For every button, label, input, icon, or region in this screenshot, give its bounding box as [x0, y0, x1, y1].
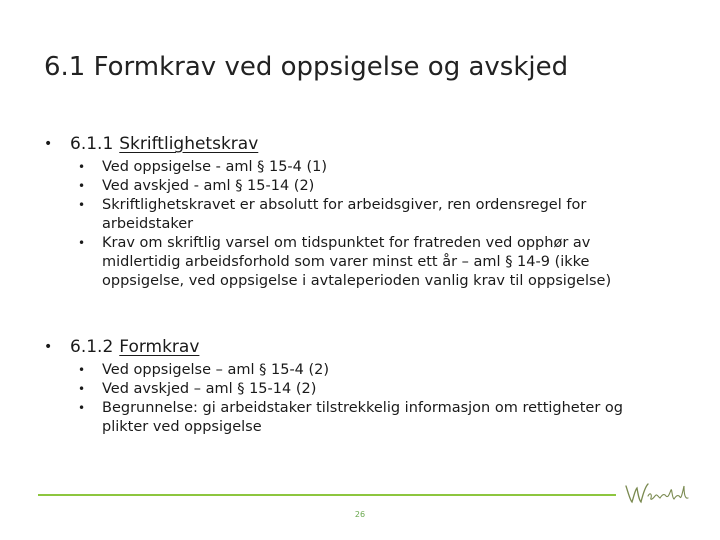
list-item-text: Krav om skriftlig varsel om tidspunktet for fratreden ved opphør av midlertidig arbeidsforhold som varer minst ett år – aml § 14-9 (ikke oppsigelse, ved oppsigelse i avtaleperioden vanlig krav til oppsigelse): [102, 235, 612, 289]
list-item: [44, 177, 654, 196]
list-item-text: Begrunnelse: gi arbeidstaker tilstrekkelig informasjon om rettigheter og plikter ved oppsigelse: [102, 400, 623, 435]
section-heading: [44, 132, 654, 156]
bullet-icon: •: [78, 382, 86, 396]
list-item: [44, 380, 654, 399]
wiersholm-signature-logo: [622, 478, 694, 506]
bullet-icon: •: [44, 136, 53, 152]
bullet-icon: •: [78, 236, 86, 250]
section-number: 6.1.1: [70, 134, 114, 154]
bullet-icon: •: [78, 160, 86, 174]
list-item: [44, 158, 654, 177]
bullet-icon: •: [78, 363, 86, 377]
sub-list: [44, 361, 654, 437]
footer-divider: [38, 494, 616, 496]
sub-list: [44, 158, 654, 291]
list-item-text: Ved oppsigelse - aml § 15-4 (1): [102, 159, 328, 175]
list-item-text: Ved avskjed - aml § 15-14 (2): [102, 178, 315, 194]
section-term: Skriftlighetskrav: [119, 134, 259, 154]
bullet-icon: •: [78, 198, 86, 212]
section-number: 6.1.2: [70, 337, 114, 357]
section-heading: [44, 335, 654, 359]
list-item: [44, 234, 654, 291]
section-term: Formkrav: [119, 337, 200, 357]
bullet-icon: •: [78, 401, 86, 415]
list-item-text: Skriftlighetskravet er absolutt for arbeidsgiver, ren ordensregel for arbeidstaker: [102, 197, 587, 232]
list-item-text: Ved oppsigelse – aml § 15-4 (2): [102, 362, 330, 378]
section-skriftlighetskrav: [44, 132, 654, 291]
list-item-text: Ved avskjed – aml § 15-14 (2): [102, 381, 317, 397]
slide-title: 6.1 Formkrav ved oppsigelse og avskjed: [44, 52, 569, 82]
bullet-icon: •: [78, 179, 86, 193]
page-number: 26: [354, 510, 366, 519]
section-formkrav: [44, 335, 654, 437]
list-item: [44, 399, 654, 437]
list-item: [44, 361, 654, 380]
bullet-icon: •: [44, 339, 53, 355]
list-item: [44, 196, 654, 234]
